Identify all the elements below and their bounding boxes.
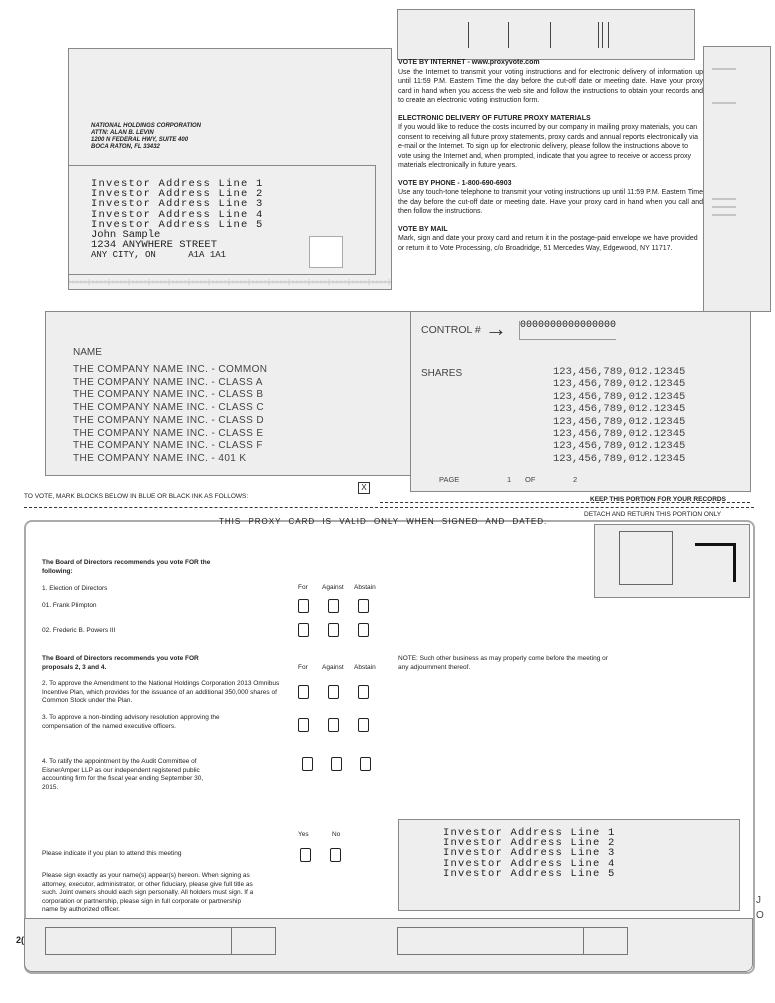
x-mark: X xyxy=(361,483,367,492)
recipient-line: John Sample xyxy=(91,229,161,242)
proposal-2-against-checkbox[interactable] xyxy=(328,685,339,699)
electronic-title: ELECTRONIC DELIVERY OF FUTURE PROXY MATERIALS xyxy=(398,114,591,122)
company-line: THE COMPANY NAME INC. - CLASS C xyxy=(73,402,264,414)
proposal-4: 4. To ratify the appointment by the Audit Committee of EisnerAmper LLP as our independent registered public accounting firm for the fiscal year ending September 30, 2015. xyxy=(42,758,204,791)
shares-value: 123,456,789,012.12345 xyxy=(553,452,686,465)
card-address-block xyxy=(443,828,616,879)
nominee-1: 01. Frank Plimpton xyxy=(42,602,97,609)
col-abstain: Abstain xyxy=(354,584,376,591)
control-number xyxy=(519,321,616,340)
recipient-line: Investor Address Line 1 xyxy=(91,178,264,190)
shares-value: 123,456,789,012.12345 xyxy=(553,390,686,403)
signature-area xyxy=(24,918,753,972)
shares-value: 123,456,789,012.12345 xyxy=(553,415,686,428)
proposal-2-for-checkbox[interactable] xyxy=(298,685,309,699)
keep-portion-label: KEEP THIS PORTION FOR YOUR RECORDS xyxy=(590,496,726,503)
edge-text-left: 2( xyxy=(16,935,25,945)
shares-value: 123,456,789,012.12345 xyxy=(553,403,686,416)
shares-value: 123,456,789,012.12345 xyxy=(553,366,686,378)
barcode-box xyxy=(397,9,695,60)
attend-no-checkbox[interactable] xyxy=(330,848,341,862)
nominee-1-against-checkbox[interactable] xyxy=(328,599,339,613)
sender-line: ATTN: ALAN B. LEVIN xyxy=(91,130,154,136)
card-address-line: Investor Address Line 5 xyxy=(443,867,616,880)
recipient-line: Investor Address Line 4 xyxy=(91,208,264,221)
mail-text: Mark, sign and date your proxy card and return it in the postage-paid envelope we have provided or return it to Vote Processing, c/o Broadridge, 51 Mercedes Way, Edgewood, NY 11717. xyxy=(398,235,698,252)
proxy-card xyxy=(24,517,755,974)
detach-portion-label: DETACH AND RETURN THIS PORTION ONLY xyxy=(584,511,722,518)
sender-line: BOCA RATON, FL 33432 xyxy=(91,144,160,150)
sign-text: Please sign exactly as your name(s) appear(s) hereon. When signing as attorney, executor, administrator, or other fiduciary, please give full title as such. Joint owners should each sign personally. All holders must sign. If a corporation or partnership, please sign in full corporate or partnership name by authorized officer. xyxy=(42,872,254,913)
col-no: No xyxy=(332,831,341,838)
arrow-right-icon: → xyxy=(485,316,507,341)
proposal-3-for-checkbox[interactable] xyxy=(298,718,309,732)
nominee-2-abstain-checkbox[interactable] xyxy=(358,623,369,637)
board-text-2: The Board of Directors recommends you vote FOR proposals 2, 3 and 4. xyxy=(42,655,199,671)
x-mark-sample xyxy=(358,482,370,494)
item-1-label: 1. Election of Directors xyxy=(42,585,108,592)
nominee-2-for-checkbox[interactable] xyxy=(298,623,309,637)
note-text: NOTE: Such other business as may properly come before the meeting or any adjournment thereof. xyxy=(398,655,608,671)
perforation-line-main xyxy=(24,507,754,508)
recipient-line: Investor Address Line 2 xyxy=(91,188,264,201)
name-label: NAME xyxy=(73,347,102,358)
proposal-4-for-checkbox[interactable] xyxy=(302,757,313,771)
col-yes: Yes xyxy=(298,831,309,838)
of-label: OF xyxy=(525,475,536,484)
company-line: THE COMPANY NAME INC. - CLASS E xyxy=(73,427,264,439)
company-line: THE COMPANY NAME INC. - CLASS B xyxy=(73,389,264,401)
company-line: THE COMPANY NAME INC. - CLASS A xyxy=(73,376,263,388)
phone-title: VOTE BY PHONE - 1-800-690-6903 xyxy=(398,179,512,187)
internet-title: VOTE BY INTERNET - www.proxyvote.com xyxy=(398,59,540,66)
shares-label: SHARES xyxy=(421,368,463,379)
edge-text-right-1: J xyxy=(756,895,761,906)
company-line: THE COMPANY NAME INC. - COMMON xyxy=(73,364,268,375)
right-side-tab xyxy=(703,46,771,312)
sender-block xyxy=(91,123,201,151)
control-label: CONTROL # xyxy=(421,324,481,336)
recipient-line: Investor Address Line 3 xyxy=(91,198,264,211)
nominee-2-against-checkbox[interactable] xyxy=(328,623,339,637)
card-address-line: Investor Address Line 3 xyxy=(443,847,616,860)
recipient-line: Investor Address Line 5 xyxy=(91,218,264,231)
shares-list xyxy=(553,366,685,465)
company-line: THE COMPANY NAME INC. - CLASS F xyxy=(73,440,263,452)
card-address-line: Investor Address Line 2 xyxy=(443,837,616,850)
proposal-4-against-checkbox[interactable] xyxy=(331,757,342,771)
ruler-marks xyxy=(69,275,391,289)
mailing-envelope xyxy=(68,48,392,290)
scan-square xyxy=(619,531,673,585)
col-for-2: For xyxy=(298,664,308,671)
nominee-1-abstain-checkbox[interactable] xyxy=(358,599,369,613)
edge-text-right-2: O xyxy=(756,910,764,921)
proposal-4-abstain-checkbox[interactable] xyxy=(360,757,371,771)
shares-value: 123,456,789,012.12345 xyxy=(553,428,686,441)
date-field[interactable] xyxy=(231,927,276,955)
electronic-text: If you would like to reduce the costs incurred by our company in mailing proxy materials, you can consent to receiving all future proxy statements, proxy cards and annual reports electronically via e-mail or the Internet. To sign up for electronic delivery, please follow the instructions above to vote using the Internet and, when prompted, indicate that you agree to receive or access proxy materials electronically in future years. xyxy=(398,124,698,169)
board-text-1: The Board of Directors recommends you vote FOR the following: xyxy=(42,559,211,575)
barcode-graphic xyxy=(398,10,694,59)
page-total: 2 xyxy=(573,475,578,484)
address-panel xyxy=(398,819,740,911)
recipient-line: ANY CITY, ON A1A 1A1 xyxy=(91,250,227,261)
nominee-1-for-checkbox[interactable] xyxy=(298,599,309,613)
mail-title: VOTE BY MAIL xyxy=(398,225,448,233)
page-label: PAGE xyxy=(439,475,460,484)
recipient-block xyxy=(91,179,264,261)
nominee-2: 02. Frederic B. Powers III xyxy=(42,627,116,634)
shares-value: 123,456,789,012.12345 xyxy=(553,440,686,453)
internet-text: Use the Internet to transmit your voting instructions and for electronic delivery of information up until 11:59 P.M. Eastern Time the day before the cut-off date or meeting date. Have your proxy card in hand when you access the web site and follow the instructions to obtain your records and to create an electronic voting instruction form. xyxy=(398,68,703,104)
company-list xyxy=(73,364,267,466)
col-against: Against xyxy=(322,584,344,591)
recipient-line: 1234 ANYWHERE STREET xyxy=(91,239,218,252)
control-number-value: 0000000000000000 xyxy=(520,320,617,331)
postage-square xyxy=(309,236,343,268)
valid-text: THIS PROXY CARD IS VALID ONLY WHEN SIGNED AND DATED. xyxy=(219,517,548,526)
col-abstain-2: Abstain xyxy=(354,664,376,671)
sender-line: NATIONAL HOLDINGS CORPORATION xyxy=(91,123,201,129)
voting-instructions xyxy=(398,58,703,253)
tab-marks xyxy=(704,47,770,311)
signature-field[interactable] xyxy=(45,927,232,955)
phone-text: Use any touch-tone telephone to transmit your voting instructions up until 11:59 P.M. Eastern Time the day before the cut-off date or meeting date. Have your proxy card in hand when you call and then follow the instructions. xyxy=(398,189,703,215)
proposal-3: 3. To approve a non-binding advisory resolution approving the compensation of the named executive officers. xyxy=(42,714,220,730)
shares-value: 123,456,789,012.12345 xyxy=(553,378,686,391)
joint-date-field[interactable] xyxy=(583,927,628,955)
company-line: THE COMPANY NAME INC. - 401 K xyxy=(73,452,247,464)
proposal-3-against-checkbox[interactable] xyxy=(328,718,339,732)
proposal-2: 2. To approve the Amendment to the National Holdings Corporation 2013 Omnibus Incentive Plan, which provides for the issuance of an additional 350,000 shares of Common Stock under the Plan. xyxy=(42,680,280,704)
corner-mark xyxy=(695,543,736,582)
page-number: 1 xyxy=(507,475,512,484)
joint-signature-field[interactable] xyxy=(397,927,584,955)
col-against-2: Against xyxy=(322,664,344,671)
attend-yes-checkbox[interactable] xyxy=(300,848,311,862)
corner-box xyxy=(594,524,750,598)
card-address-line: Investor Address Line 4 xyxy=(443,857,616,870)
proposal-3-abstain-checkbox[interactable] xyxy=(358,718,369,732)
col-for: For xyxy=(298,584,308,591)
company-line: THE COMPANY NAME INC. - CLASS D xyxy=(73,414,264,426)
attend-text: Please indicate if you plan to attend this meeting xyxy=(42,850,182,857)
control-panel xyxy=(410,311,751,492)
proposal-2-abstain-checkbox[interactable] xyxy=(358,685,369,699)
vote-instruction-line: TO VOTE, MARK BLOCKS BELOW IN BLUE OR BLACK INK AS FOLLOWS: xyxy=(24,493,249,500)
sender-line: 1200 N FEDERAL HWY, SUITE 400 xyxy=(91,137,189,143)
card-address-line: Investor Address Line 1 xyxy=(443,827,616,839)
holdings-panel xyxy=(45,311,412,476)
